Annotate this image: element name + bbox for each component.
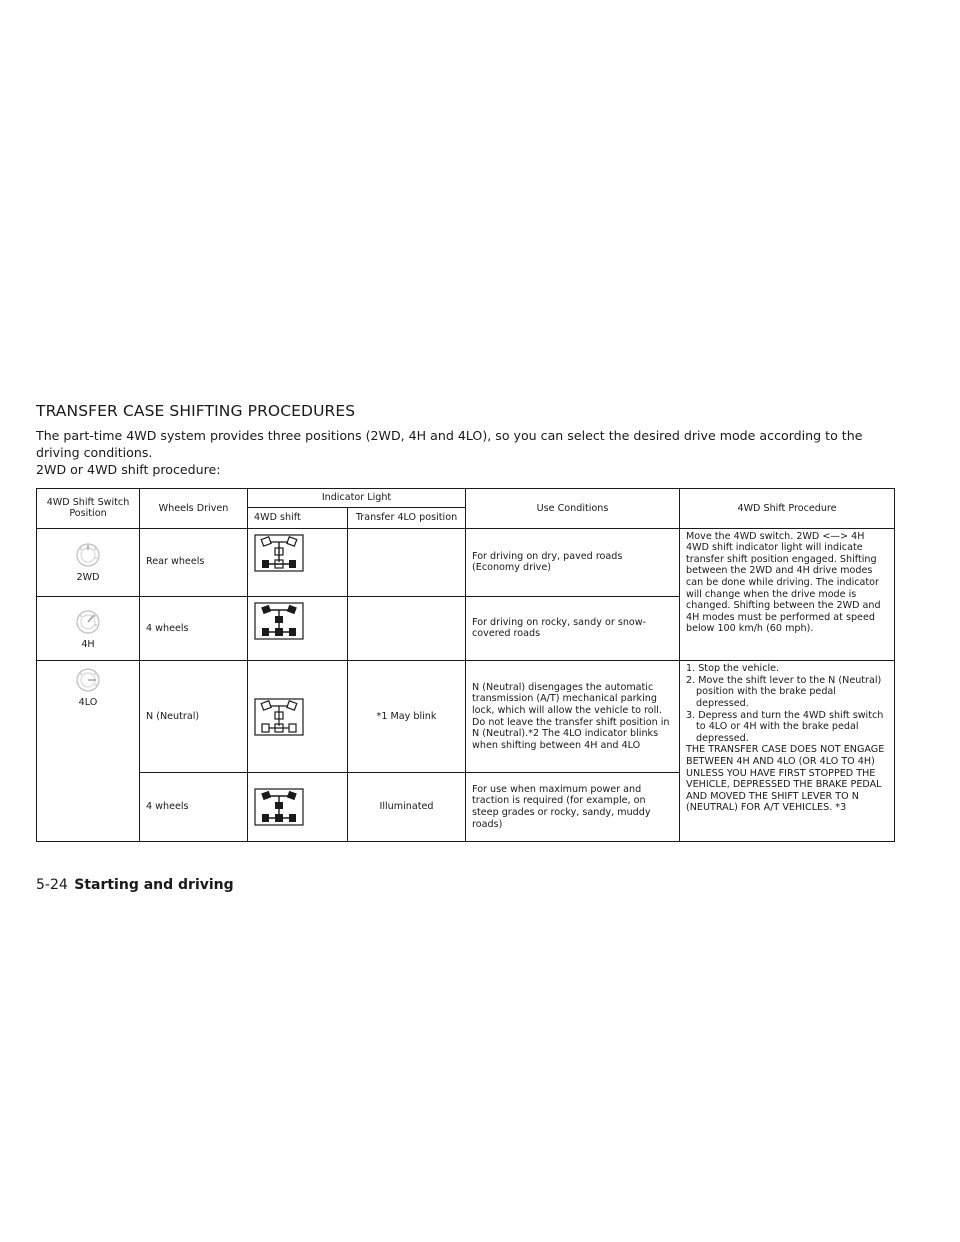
procedure-label: 2WD or 4WD shift procedure: [36, 462, 221, 477]
switch-position-cell [37, 596, 140, 661]
drivetrain-indicator-icon [254, 602, 304, 640]
drivetrain-indicator-icon [254, 788, 304, 826]
position-label: 4LO [78, 697, 98, 709]
use-conditions-cell: For driving on dry, paved roads (Economy drive) [466, 528, 680, 596]
transfer-4lo-cell: *1 May blink [348, 661, 466, 773]
section-title: TRANSFER CASE SHIFTING PROCEDURES [36, 402, 356, 420]
rotary-knob-icon [73, 665, 103, 695]
wheels-driven-cell: Rear wheels [140, 528, 248, 596]
switch-position-cell [37, 528, 140, 596]
drivetrain-indicator-icon [254, 698, 304, 736]
position-label: 4H [81, 638, 95, 650]
indicator-cell [248, 528, 348, 596]
rotary-knob-icon [73, 540, 103, 570]
wheels-driven-cell: 4 wheels [140, 773, 248, 842]
transfer-4lo-cell: Illuminated [348, 773, 466, 842]
transfer-4lo-cell [348, 596, 466, 661]
intro-paragraph: The part-time 4WD system provides three positions (2WD, 4H and 4LO), so you can select the desired drive mode according to the driving conditions. [36, 428, 863, 460]
procedure-step: 3. Depress and turn the 4WD shift switch to 4LO or 4H with the brake pedal depressed. [686, 709, 884, 744]
page-footer [36, 877, 234, 893]
procedure-warning: THE TRANSFER CASE DOES NOT ENGAGE BETWEEN 4H AND 4LO (OR 4LO TO 4H) UNLESS YOU HAVE FIRST STOPPED THE VEHICLE, DEPRESSED THE BRAKE PEDAL AND MOVED THE SHIFT LEVER TO N (NEUTRAL) FOR A/T VEHICLES. *3 [686, 744, 885, 814]
wheels-driven-cell: 4 wheels [140, 596, 248, 661]
use-conditions-cell: N (Neutral) disengages the automatic transmission (A/T) mechanical parking lock, which will allow the vehicle to roll. Do not leave the transfer shift position in N (Neutral).*2 The 4LO indicator blinks when shifting between 4H and 4LO [466, 661, 680, 773]
position-label: 2WD [76, 572, 100, 584]
header-shift-procedure: 4WD Shift Procedure [680, 489, 895, 529]
indicator-cell [248, 773, 348, 842]
header-4wd-shift: 4WD shift [248, 507, 348, 528]
transfer-case-table [36, 488, 895, 842]
procedure-step: 2. Move the shift lever to the N (Neutral) position with the brake pedal depressed. [686, 674, 882, 710]
transfer-case-table-wrapper [36, 488, 894, 842]
header-wheels-driven: Wheels Driven [140, 489, 248, 529]
procedure-steps [686, 663, 888, 744]
transfer-4lo-cell [348, 528, 466, 596]
wheels-driven-cell: N (Neutral) [140, 661, 248, 773]
use-conditions-cell: For driving on rocky, sandy or snow-covered roads [466, 596, 680, 661]
header-indicator-light: Indicator Light [248, 489, 466, 508]
procedure-step: 1. Stop the vehicle. [686, 663, 780, 675]
indicator-cell [248, 661, 348, 773]
drivetrain-indicator-icon [254, 534, 304, 572]
header-use-conditions: Use Conditions [466, 489, 680, 529]
table-row [37, 528, 895, 596]
header-switch-position: 4WD Shift Switch Position [37, 489, 140, 529]
header-transfer-4lo: Transfer 4LO position [348, 507, 466, 528]
shift-procedure-2wd-4h-cell: Move the 4WD switch. 2WD <—> 4H 4WD shift indicator light will indicate transfer shift position engaged. Shifting between the 2WD and 4H drive modes can be done while driving. The indicator will change when the drive mode is changed. Shifting between the 2WD and 4H modes must be performed at speed below 100 km/h (60 mph). [680, 528, 895, 661]
switch-position-cell [37, 661, 140, 842]
chapter-title: Starting and driving [74, 877, 234, 893]
indicator-cell [248, 596, 348, 661]
page-number: 5-24 [36, 877, 68, 893]
shift-procedure-4lo-cell [680, 661, 895, 842]
rotary-knob-icon [73, 607, 103, 637]
use-conditions-cell: For use when maximum power and traction is required (for example, on steep grades or rocky, sandy, muddy roads) [466, 773, 680, 842]
table-row [37, 661, 895, 773]
